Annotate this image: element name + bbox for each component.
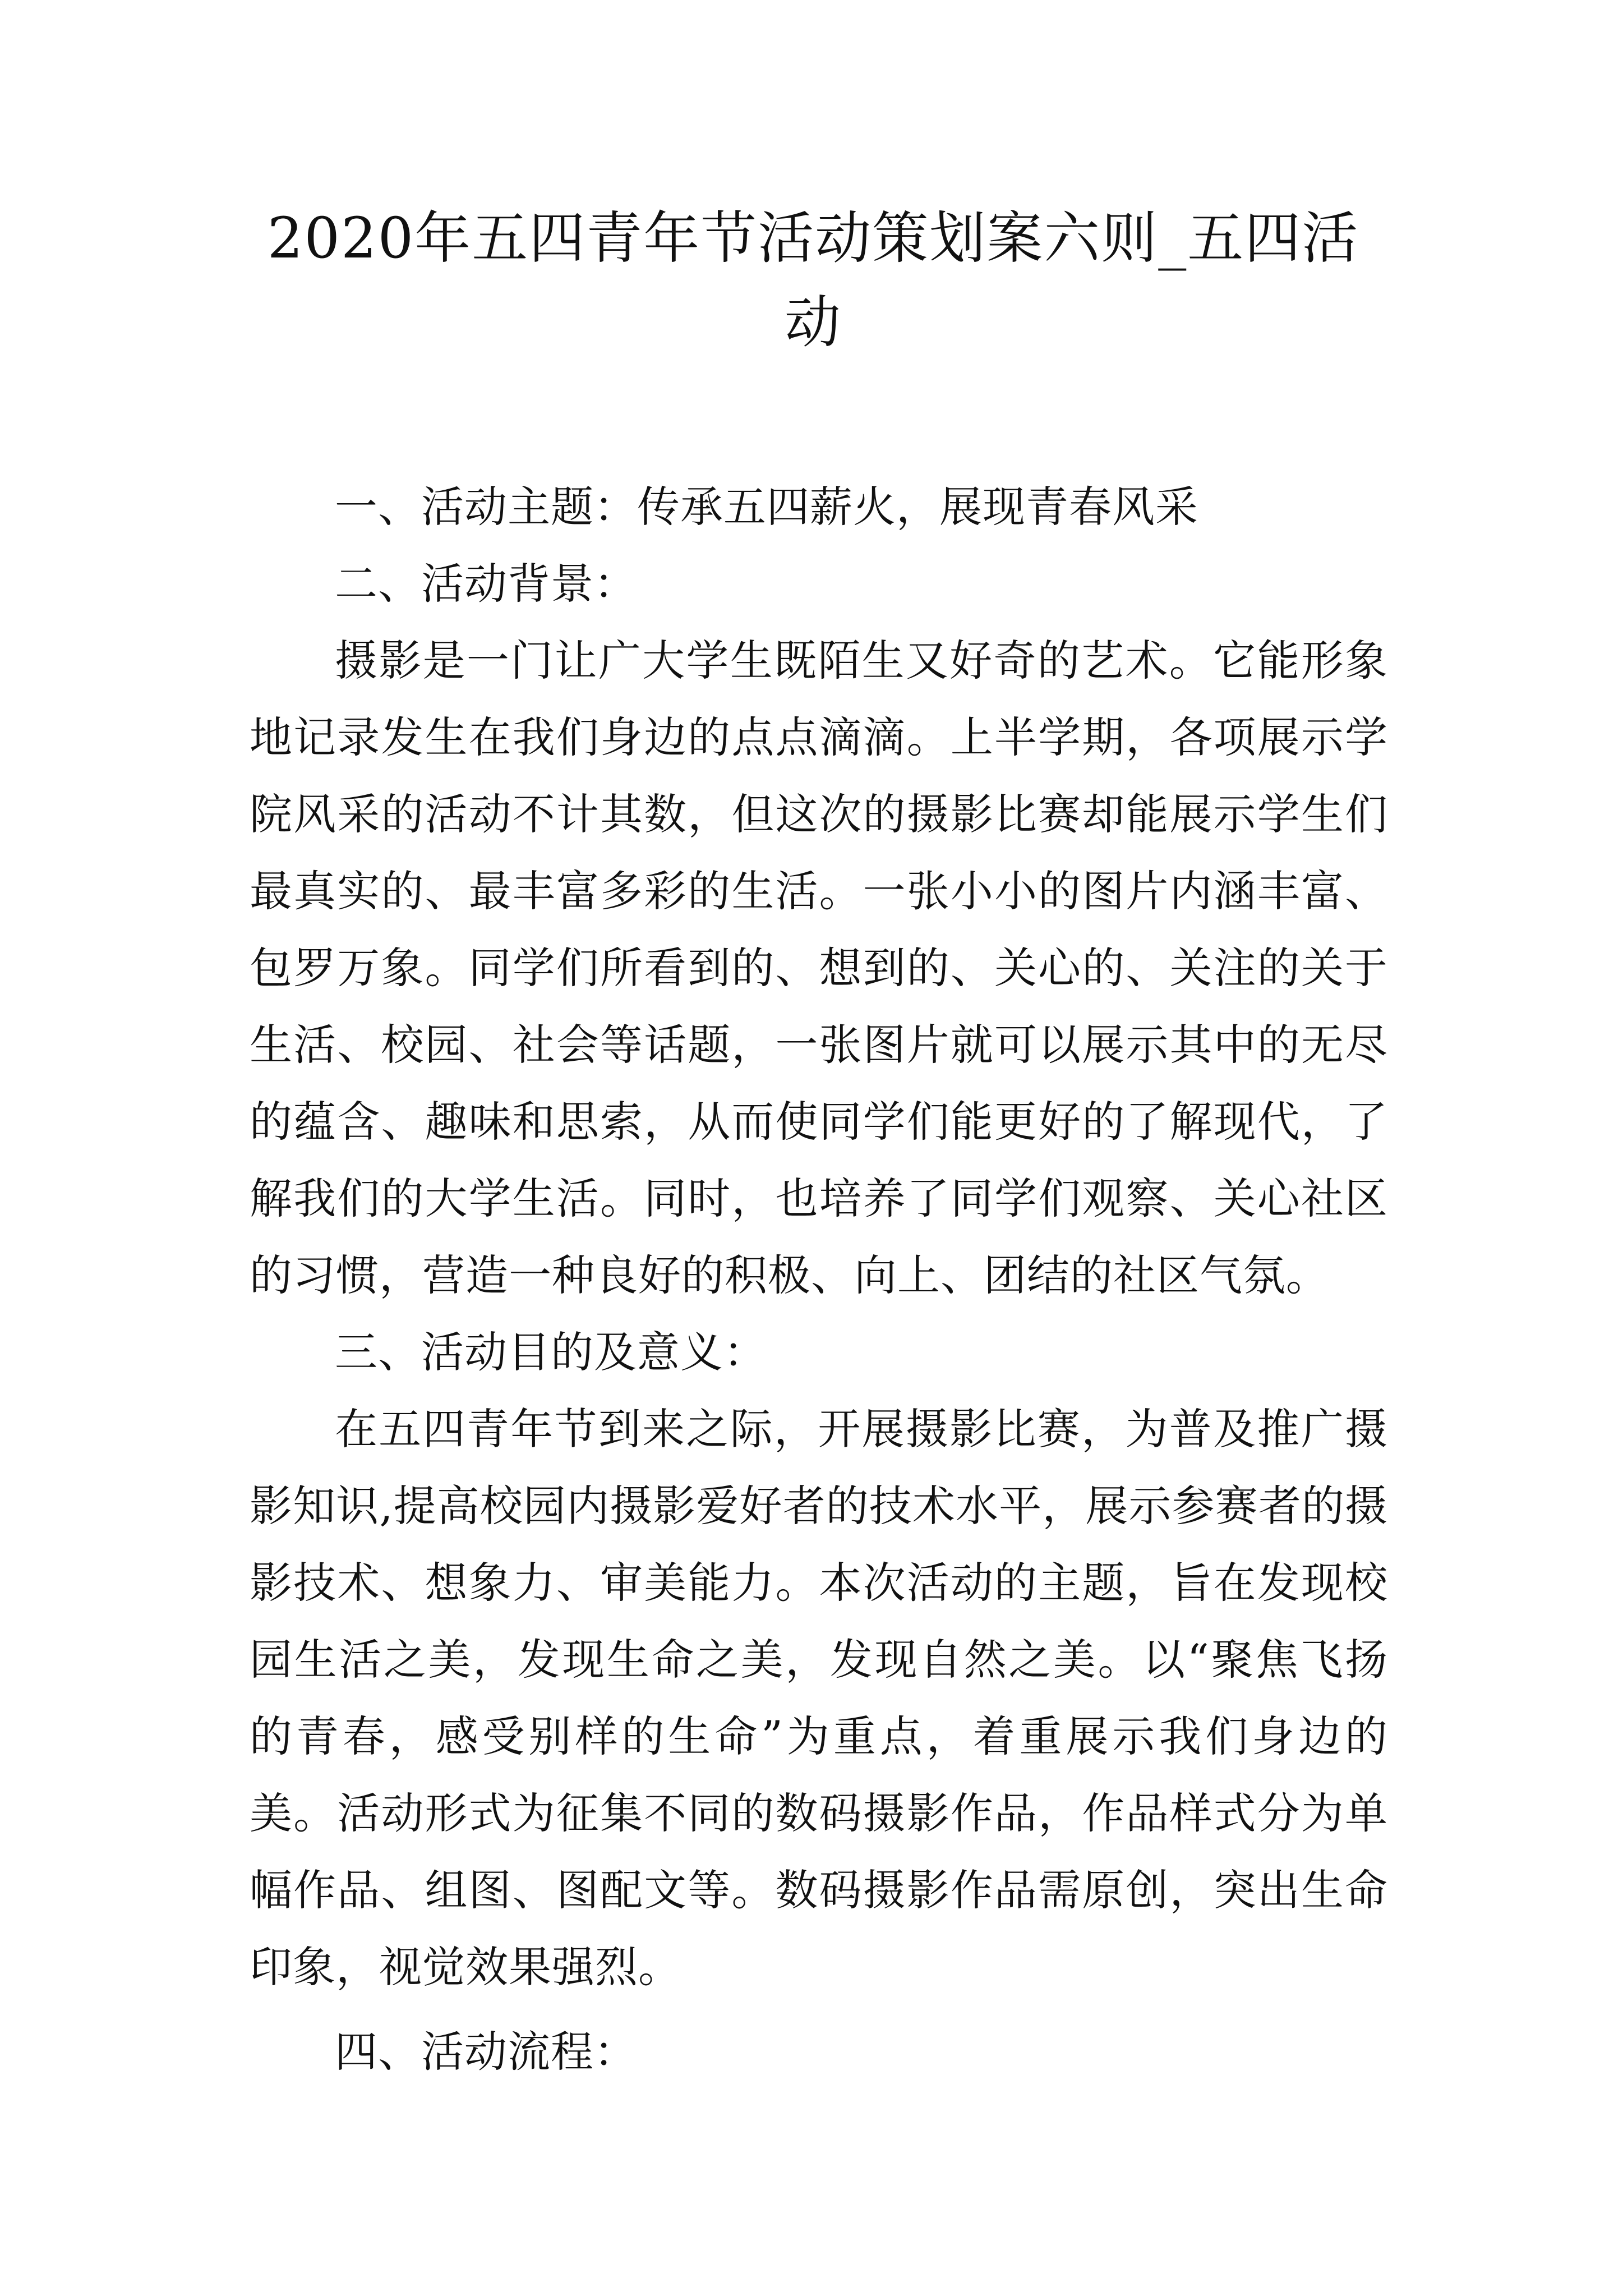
section-heading-process: 四、活动流程：: [335, 2027, 637, 2077]
purpose-paragraph: 在五四青年节到来之际，开展摄影比赛，为普及推广摄影知识,提高校园内摄影爱好者的技术水平，展示参赛者的摄影技术、想象力、审美能力。本次活动的主题，旨在发现校园生活之美，发现生命之美，发现自然之美。以“聚焦飞扬的青春，感受别样的生命”为重点，着重展示我们身边的美。活动形式为征集不同的数码摄影作品，作品样式分为单幅作品、组图、图配文等。数码摄影作品需原创，突出生命印象，视觉效果强烈。: [250, 1404, 1388, 1992]
section-heading-background: 二、活动背景：: [335, 559, 637, 609]
section-heading-purpose: 三、活动目的及意义：: [335, 1327, 767, 1377]
document-body: [250, 468, 1388, 2090]
background-paragraph: 摄影是一门让广大学生既陌生又好奇的艺术。它能形象地记录发生在我们身边的点点滴滴。上半学期，各项展示学院风采的活动不计其数，但这次的摄影比赛却能展示学生们最真实的、最丰富多彩的生活。一张小小的图片内涵丰富、包罗万象。同学们所看到的、想到的、关心的、关注的关于生活、校园、社会等话题，一张图片就可以展示其中的无尽的蕴含、趣味和思索，从而使同学们能更好的了解现代，了解我们的大学生活。同时，也培养了同学们观察、关心社区的习惯，营造一种良好的积极、向上、团结的社区气氛。: [250, 636, 1388, 1300]
document-title: 2020年五四青年节活动策划案六则_五四活动: [267, 205, 1359, 355]
section-heading-theme: 一、活动主题：传承五四薪火，展现青春风采: [335, 482, 1198, 532]
